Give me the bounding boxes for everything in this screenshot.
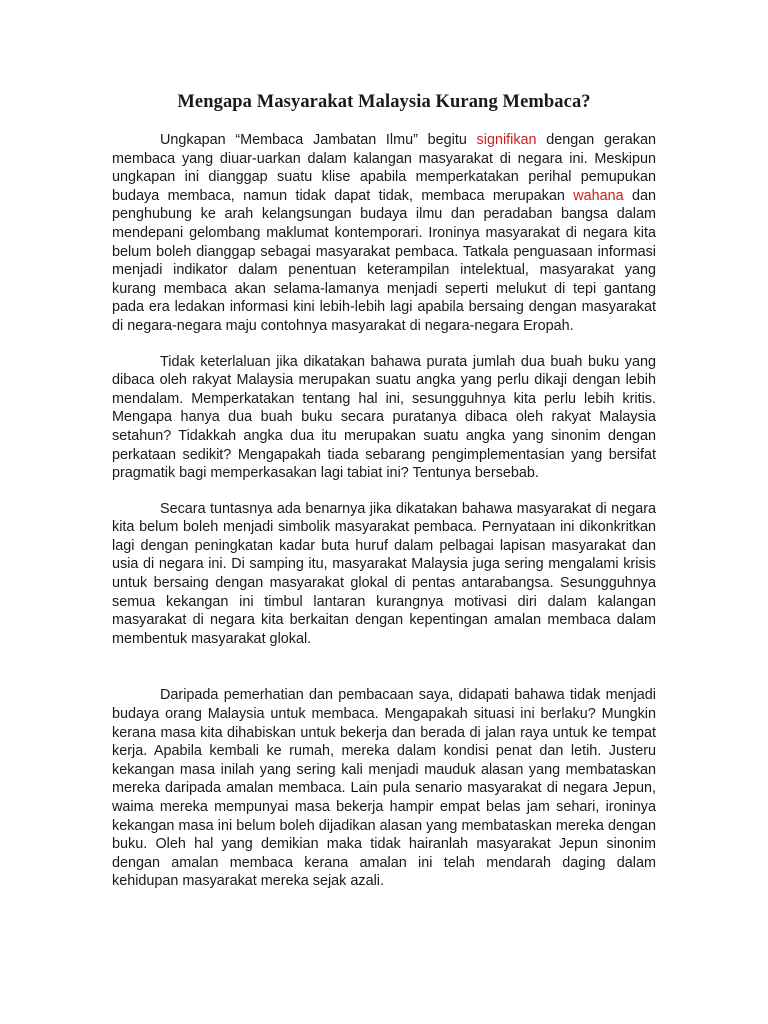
paragraph-1-text-c: dan penghubung ke arah kelangsungan budaya ilmu dan peradaban bangsa dalam mendepani gelombang maklumat kontemporari. Ironinya masyarakat di negara kita belum boleh dianggap sebagai masyarakat pembaca. Tatkala penguasaan informasi menjadi indikator dalam penentuan keterampilan intelektual, masyarakat yang kurang membaca akan selama-lamanya menjadi seperti melukut di tepi gantang pada era ledakan informasi kini lebih-lebih lagi apabila bersaing dengan masyarakat di negara-negara maju contohnya masyarakat di negara-negara Eropah. <box>112 187 656 334</box>
paragraph-1-text-b: dengan gerakan membaca yang diuar-uarkan dalam kalangan masyarakat di negara ini. Meskipun ungkapan ini dianggap suatu klise apabila memperkatakan perihal pemupukan budaya membaca, namun tidak dapat tidak, membaca merupakan <box>112 132 656 204</box>
page-title: Mengapa Masyarakat Malaysia Kurang Membaca? <box>177 92 591 112</box>
highlighted-word-signifikan: signifikan <box>476 132 537 148</box>
paragraph-4: Daripada pemerhatian dan pembacaan saya, didapati bahawa tidak menjadi budaya orang Malaysia untuk membaca. Mengapakah situasi ini berlaku? Mungkin kerana masa kita dihabiskan untuk bekerja dan berada di jalan raya untuk ke tempat kerja. Apabila kembali ke rumah, mereka dalam kondisi penat dan letih. Justeru kekangan masa inilah yang sering kali menjadi mauduk alasan yang membataskan mereka daripada amalan membaca. Lain pula senario masyarakat di negara Jepun, waima mereka mempunyai masa bekerja hampir empat belas jam sehari, ironinya kekangan masa ini belum boleh dijadikan alasan yang membataskan mereka dengan buku. Oleh hal yang demikian maka tidak hairanlah masyarakat Jepun sinonim dengan amalan membaca kerana amalan ini telah mendarah daging dalam kehidupan masyarakat mereka sejak azali. <box>112 687 656 890</box>
paragraph-3: Secara tuntasnya ada benarnya jika dikatakan bahawa masyarakat di negara kita belum boleh menjadi simbolik masyarakat pembaca. Pernyataan ini dikonkritkan lagi dengan peningkatan kadar buta huruf dalam pelbagai lapisan masyarakat dan usia di negara ini. Di samping itu, masyarakat Malaysia juga sering mengalami krisis untuk bersaing dengan masyarakat glokal di pentas antarabangsa. Sesungguhnya semua kekangan ini timbul lantaran kurangnya motivasi diri dalam kalangan masyarakat di negara kita berkaitan dengan kepentingan amalan membaca dalam membentuk masyarakat glokal. <box>112 500 656 647</box>
paragraph-2: Tidak keterlaluan jika dikatakan bahawa purata jumlah dua buah buku yang dibaca oleh rakyat Malaysia merupakan suatu angka yang perlu dikaji dengan lebih mendalam. Memperkatakan tentang hal ini, sesungguhnya kita perlu lebih kritis. Mengapa hanya dua buah buku secara puratanya dibaca oleh rakyat Malaysia setahun? Tidakkah angka dua itu merupakan suatu angka yang sinonim dengan perkataan sedikit? Mengapakah tiada sebarang pengimplementasian yang bersifat pragmatik bagi memperkasakan lagi tabiat ini? Tentunya bersebab. <box>112 353 656 482</box>
highlighted-word-wahana: wahana <box>573 187 624 204</box>
paragraph-1-text-a: Ungkapan “Membaca Jambatan Ilmu” begitu <box>160 132 477 148</box>
paragraph-1 <box>112 131 656 336</box>
